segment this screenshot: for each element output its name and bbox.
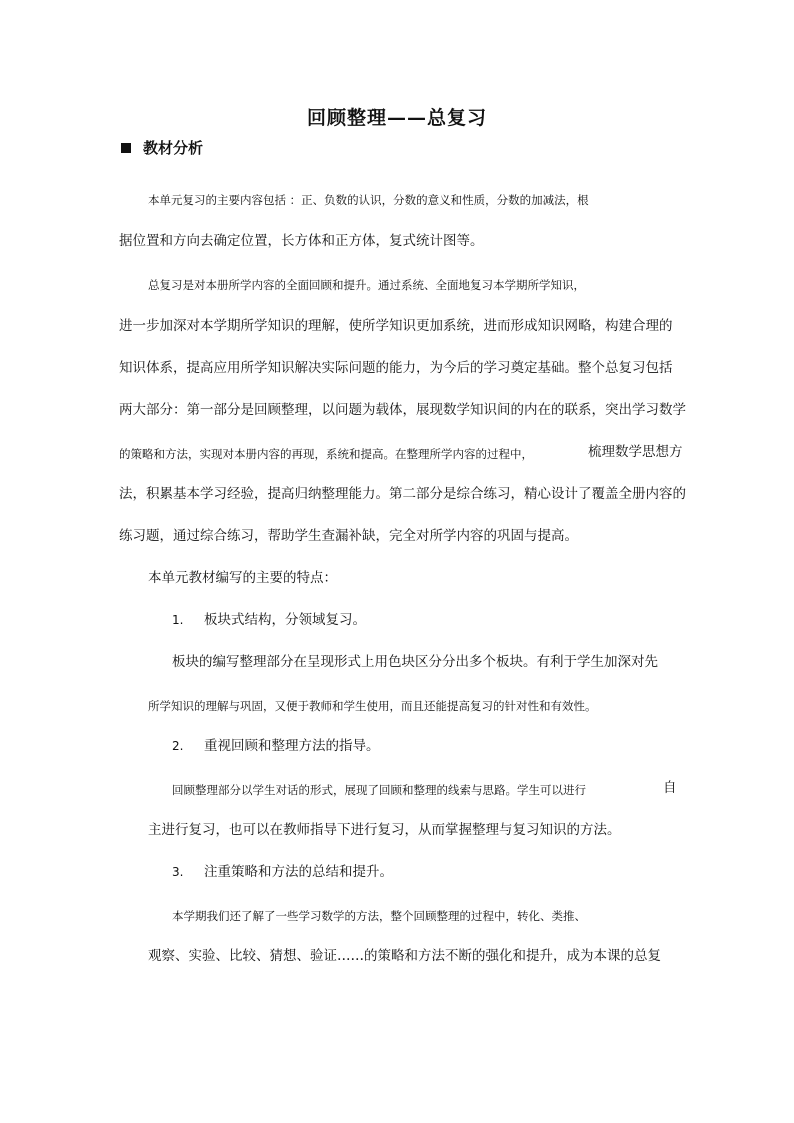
paragraph-line: 两大部分：第一部分是回顾整理，以问题为载体，展现数学知识间的内在的联系，突出学习数学 [119,402,686,418]
paragraph-line: 主进行复习，也可以在教师指导下进行复习，从而掌握整理与复习知识的方法。 [148,822,621,838]
list-number: 2. [172,739,184,753]
paragraph-line: 自 [663,780,677,796]
paragraph-line: 所学知识的理解与巩固，又便于教师和学生使用，而且还能提高复习的针对性和有效性。 [148,699,597,713]
list-item-title: 板块式结构，分领域复习。 [204,612,366,628]
section-heading-text: 教材分析 [143,139,204,157]
paragraph-line: 的策略和方法，实现对本册内容的再现，系统和提高。在整理所学内容的过程中， [119,447,533,461]
paragraph-line: 法，积累基本学习经验，提高归纳整理能力。第二部分是综合练习，精心设计了覆盖全册内容的 [119,486,686,502]
paragraph-line: 进一步加深对本学期所学知识的理解，使所学知识更加系统，进而形成知识网略，构建合理的 [119,318,673,334]
paragraph-line: 本学期我们还了解了一些学习数学的方法，整个回顾整理的过程中，转化、类推、 [172,909,586,923]
paragraph-line: 本单元复习的主要内容包括 ：正、负数的认识，分数的意义和性质，分数的加减法，根 [148,193,589,207]
list-item-title: 重视回顾和整理方法的指导。 [204,738,380,754]
list-number: 1. [172,613,184,627]
square-bullet-icon [121,143,131,153]
list-number: 3. [172,865,184,879]
section-heading [121,137,203,158]
list-item-title: 注重策略和方法的总结和提升。 [204,864,393,880]
paragraph-line: 练习题，通过综合练习，帮助学生查漏补缺，完全对所学内容的巩固与提高。 [119,528,578,544]
paragraph-line: 知识体系，提高应用所学知识解决实际问题的能力，为今后的学习奠定基础。整个总复习包括 [119,360,673,376]
paragraph-line: 梳理数学思想方 [588,444,683,460]
paragraph-line: 总复习是对本册所学内容的全面回顾和提升。通过系统、全面地复习本学期所学知识， [148,278,585,292]
paragraph-line: 本单元教材编写的主要的特点： [148,570,337,586]
paragraph-line: 据位置和方向去确定位置，长方体和正方体，复式统计图等。 [119,233,484,249]
paragraph-line: 观察、实验、比较、猜想、验证……的策略和方法不断的强化和提升，成为本课的总复 [148,948,661,964]
document-title: 回顾整理——总复习 [306,107,487,129]
paragraph-line: 回顾整理部分以学生对话的形式，展现了回顾和整理的线索与思路。学生可以进行 [172,783,586,797]
paragraph-line: 板块的编写整理部分在呈现形式上用色块区分分出多个板块。有利于学生加深对先 [172,654,658,670]
